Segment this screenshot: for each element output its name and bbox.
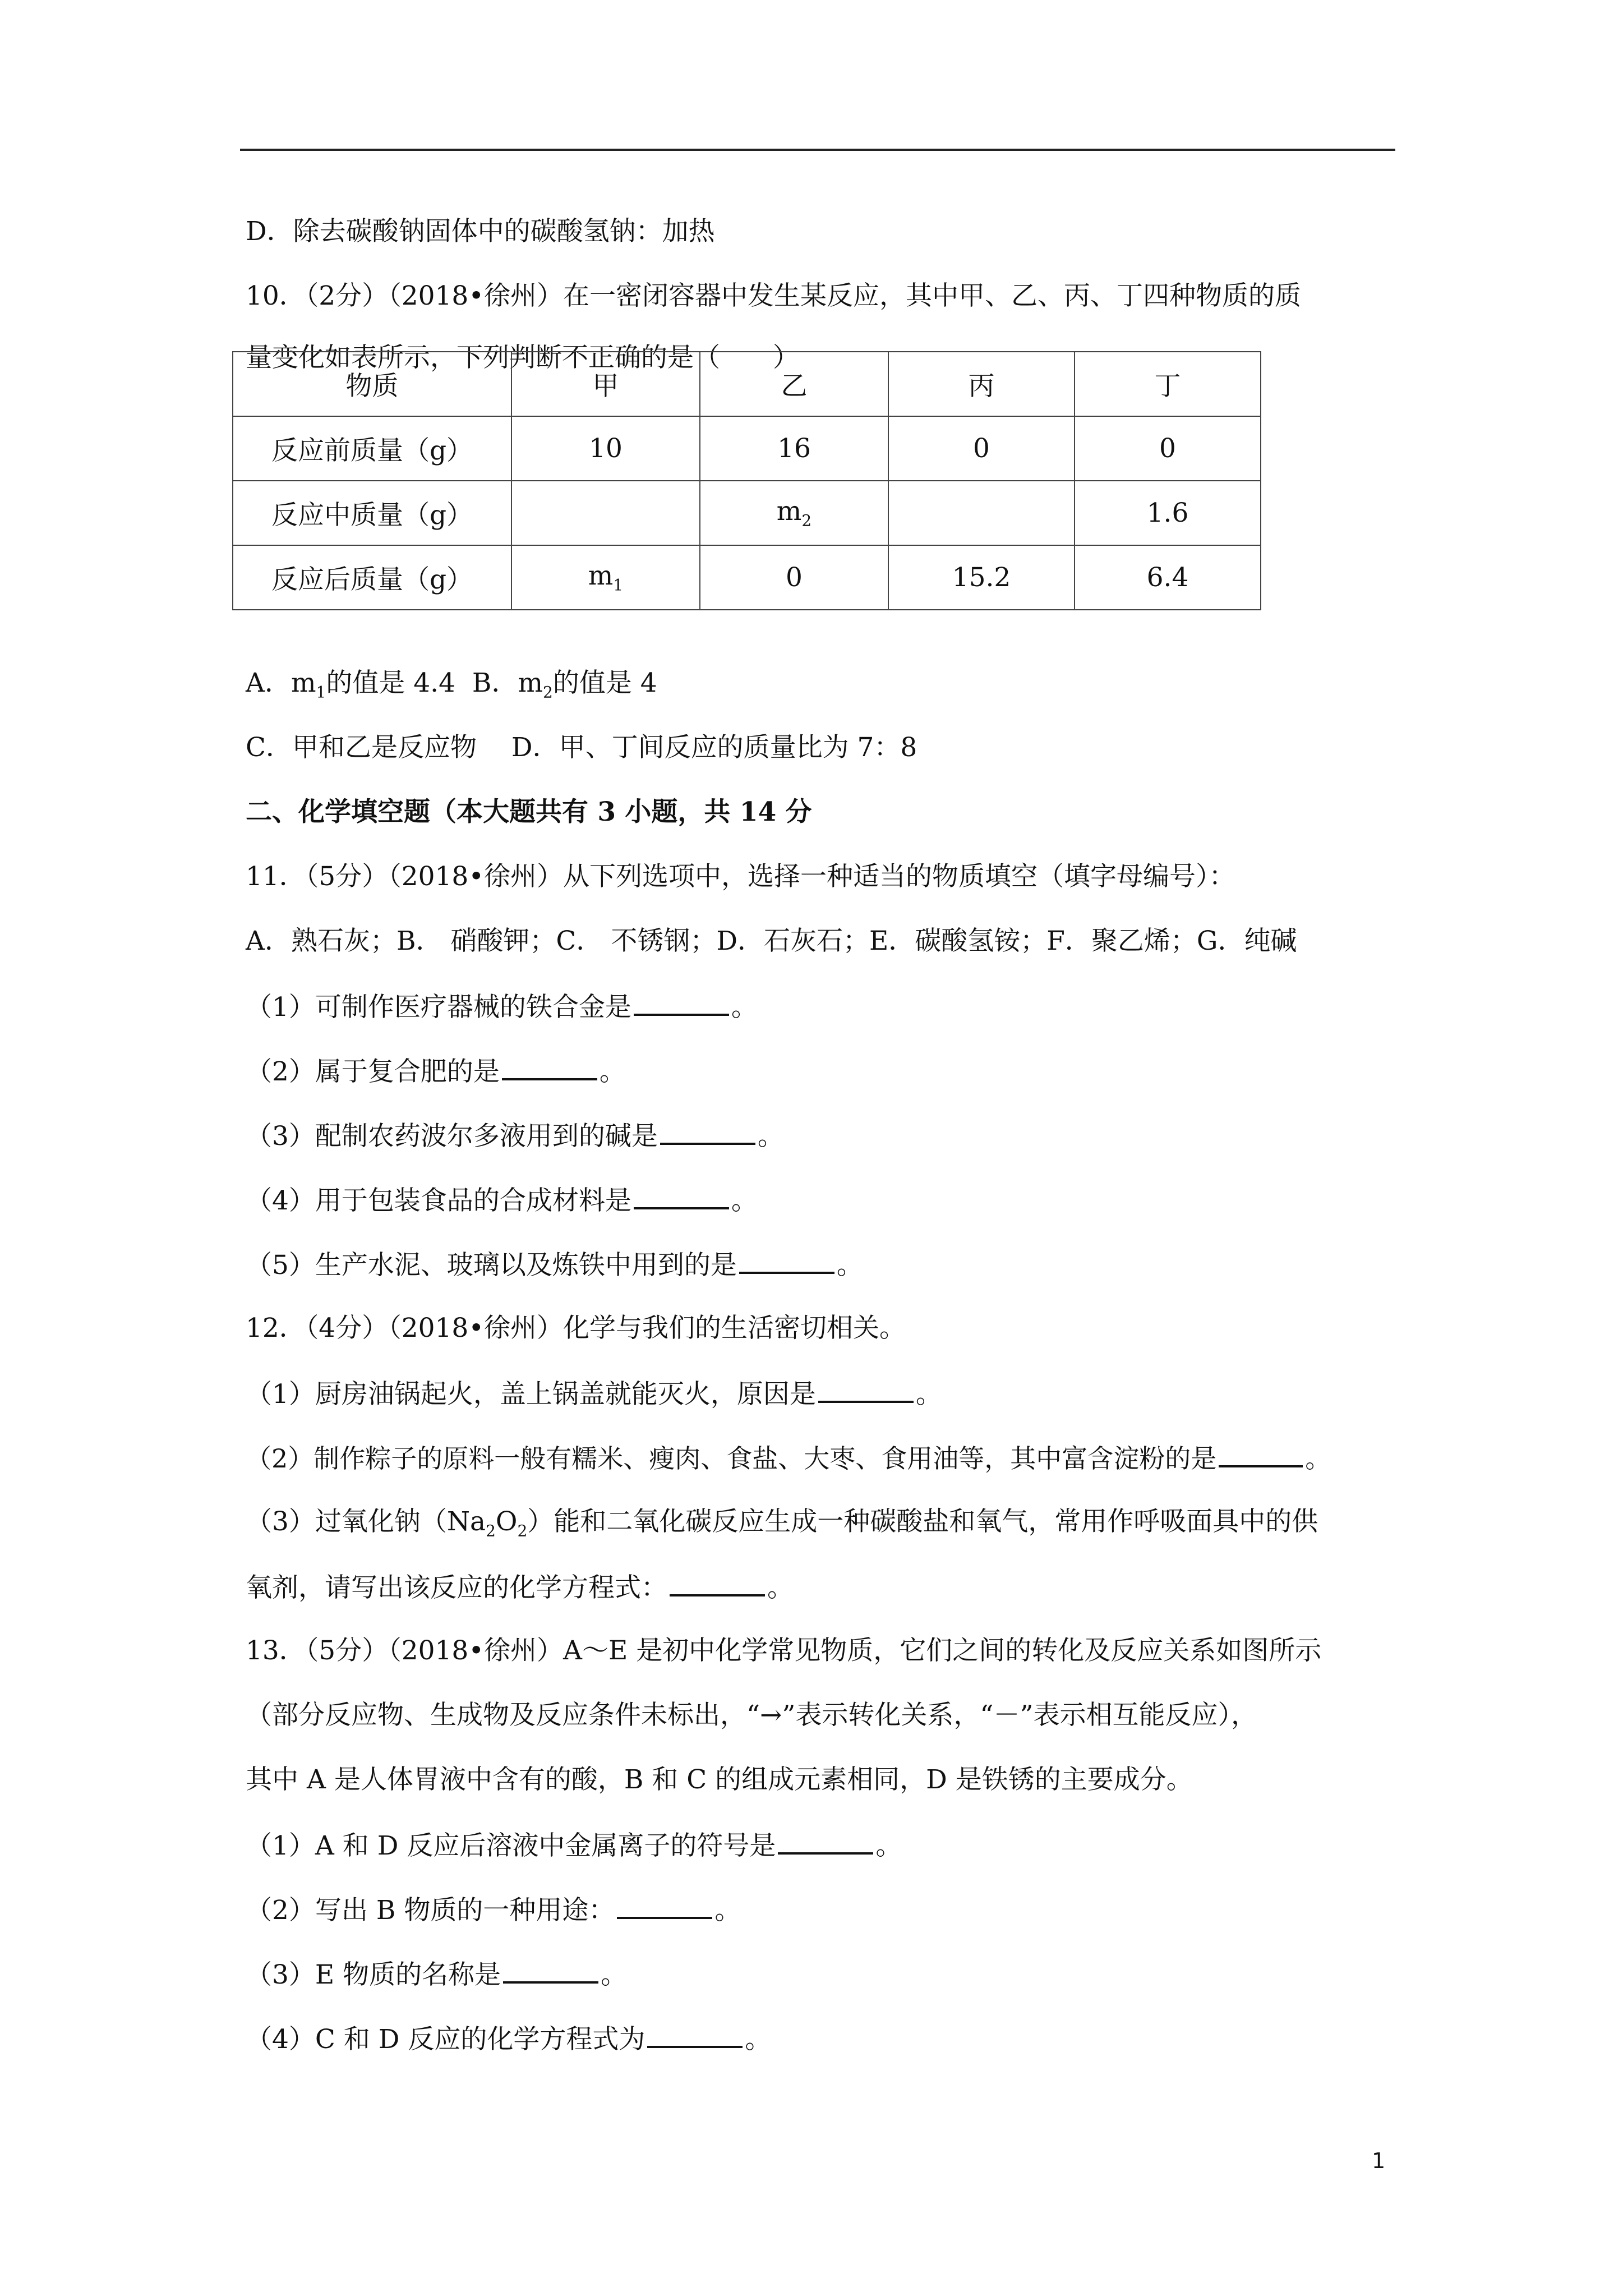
q11-part2: （2）属于复合肥的是 。 (246, 1053, 626, 1089)
table-cell: 物质 (233, 352, 511, 416)
table-cell: 0 (888, 416, 1075, 481)
table-row (233, 352, 1261, 416)
table-cell: 丙 (888, 352, 1075, 416)
table-cell: 甲 (511, 352, 700, 416)
q10-options-cd: C．甲和乙是反应物 D．甲、丁间反应的质量比为 7：8 (246, 732, 917, 763)
m2-sub: 2 (801, 511, 812, 530)
answer-blank[interactable] (502, 1053, 597, 1080)
table-cell: 0 (700, 545, 888, 610)
answer-blank[interactable] (634, 1182, 729, 1209)
table-cell: 1.6 (1075, 481, 1261, 545)
q11-part3: （3）配制农药波尔多液用到的碱是 。 (246, 1118, 784, 1153)
answer-blank[interactable] (739, 1247, 834, 1274)
q13-part1: （1）A 和 D 反应后溶液中金属离子的符号是 。 (246, 1828, 902, 1863)
table-cell (700, 481, 888, 545)
q9-option-d: D．除去碳酸钠固体中的碳酸氢钠：加热 (246, 216, 715, 247)
table-row (233, 481, 1261, 545)
table-cell: 15.2 (888, 545, 1075, 610)
answer-blank[interactable] (818, 1376, 914, 1403)
table-row (233, 416, 1261, 481)
q10-stem-line1: 10．（2分）（2018•徐州）在一密闭容器中发生某反应，其中甲、乙、丙、丁四种物质的质 (246, 280, 1302, 311)
q12-part2: （2）制作粽子的原料一般有糯米、瘦肉、食盐、大枣、食用油等，其中富含淀粉的是 。 (246, 1441, 1331, 1475)
q12-part1: （1）厨房油锅起火，盖上锅盖就能灭火，原因是 。 (246, 1376, 942, 1411)
q13-stem-line2: （部分反应物、生成物及反应条件未标出，“→”表示转化关系，“－”表示相互能反应）， (246, 1700, 1257, 1731)
answer-blank[interactable] (670, 1570, 765, 1596)
q13-stem-line1: 13．（5分）（2018•徐州）A～E 是初中化学常见物质，它们之间的转化及反应关系如图所示 (246, 1635, 1322, 1666)
m2-base: m (776, 496, 802, 527)
q10-options-ab: A．$m_1$的值是 4.4 B．$m_2$的值是 4 (246, 668, 657, 702)
q11-stem: 11．（5分）（2018•徐州）从下列选项中，选择一种适当的物质填空（填字母编号）： (246, 861, 1235, 892)
q11-options: A．熟石灰；B． 硝酸钾；C． 不锈钢；D．石灰石；E．碳酸氢铵；F．聚乙烯；G．纯碱 (246, 926, 1297, 956)
table-cell: 16 (700, 416, 888, 481)
table-cell: 反应前质量（g） (233, 416, 511, 481)
q12-stem: 12．（4分）（2018•徐州）化学与我们的生活密切相关。 (246, 1313, 906, 1343)
table-cell: 乙 (700, 352, 888, 416)
q12-part3-line1: （3）过氧化钠$(Na_2O_2)$能和二氧化碳反应生成一种碳酸盐和氧气，常用作呼吸面具中的供 (246, 1506, 1318, 1540)
table-row (233, 545, 1261, 610)
m1-sub: 1 (613, 576, 624, 595)
m1-base: m (588, 560, 614, 592)
answer-blank[interactable] (617, 1892, 712, 1919)
q11-part1: （1）可制作医疗器械的铁合金是 。 (246, 989, 758, 1024)
answer-blank[interactable] (634, 989, 729, 1016)
section2-heading: 二、化学填空题（本大题共有 3 小题，共 14 分 (246, 797, 812, 827)
table-cell: 反应后质量（g） (233, 545, 511, 610)
q13-part3: （3）E 物质的名称是 。 (246, 1957, 627, 1992)
q11-part4: （4）用于包装食品的合成材料是 。 (246, 1182, 758, 1218)
table-cell: 丁 (1075, 352, 1261, 416)
answer-blank[interactable] (1219, 1441, 1303, 1467)
q10-stem-line2: 量变化如表所示，下列判断不正确的是（ ） (246, 342, 799, 373)
q13-part2: （2）写出 B 物质的一种用途： 。 (246, 1892, 741, 1927)
table-cell (511, 481, 700, 545)
table-cell (888, 481, 1075, 545)
q13-stem-line3: 其中 A 是人体胃液中含有的酸，B 和 C 的组成元素相同，D 是铁锈的主要成分。 (246, 1764, 1193, 1795)
table-cell: 6.4 (1075, 545, 1261, 610)
mass-change-table (232, 351, 1261, 610)
answer-blank[interactable] (660, 1118, 755, 1145)
page-number: 1 (1372, 2148, 1386, 2173)
answer-blank[interactable] (647, 2021, 743, 2048)
answer-blank[interactable] (778, 1828, 873, 1855)
header-rule (240, 149, 1395, 151)
answer-blank[interactable] (503, 1957, 598, 1984)
table-cell: 反应中质量（g） (233, 481, 511, 545)
q12-part3-line2: 氧剂，请写出该反应的化学方程式： 。 (246, 1570, 794, 1605)
q13-part4: （4）C 和 D 反应的化学方程式为 。 (246, 2021, 771, 2056)
table-cell (511, 545, 700, 610)
table-cell: 0 (1075, 416, 1261, 481)
q11-part5: （5）生产水泥、玻璃以及炼铁中用到的是 。 (246, 1247, 863, 1282)
table-cell: 10 (511, 416, 700, 481)
